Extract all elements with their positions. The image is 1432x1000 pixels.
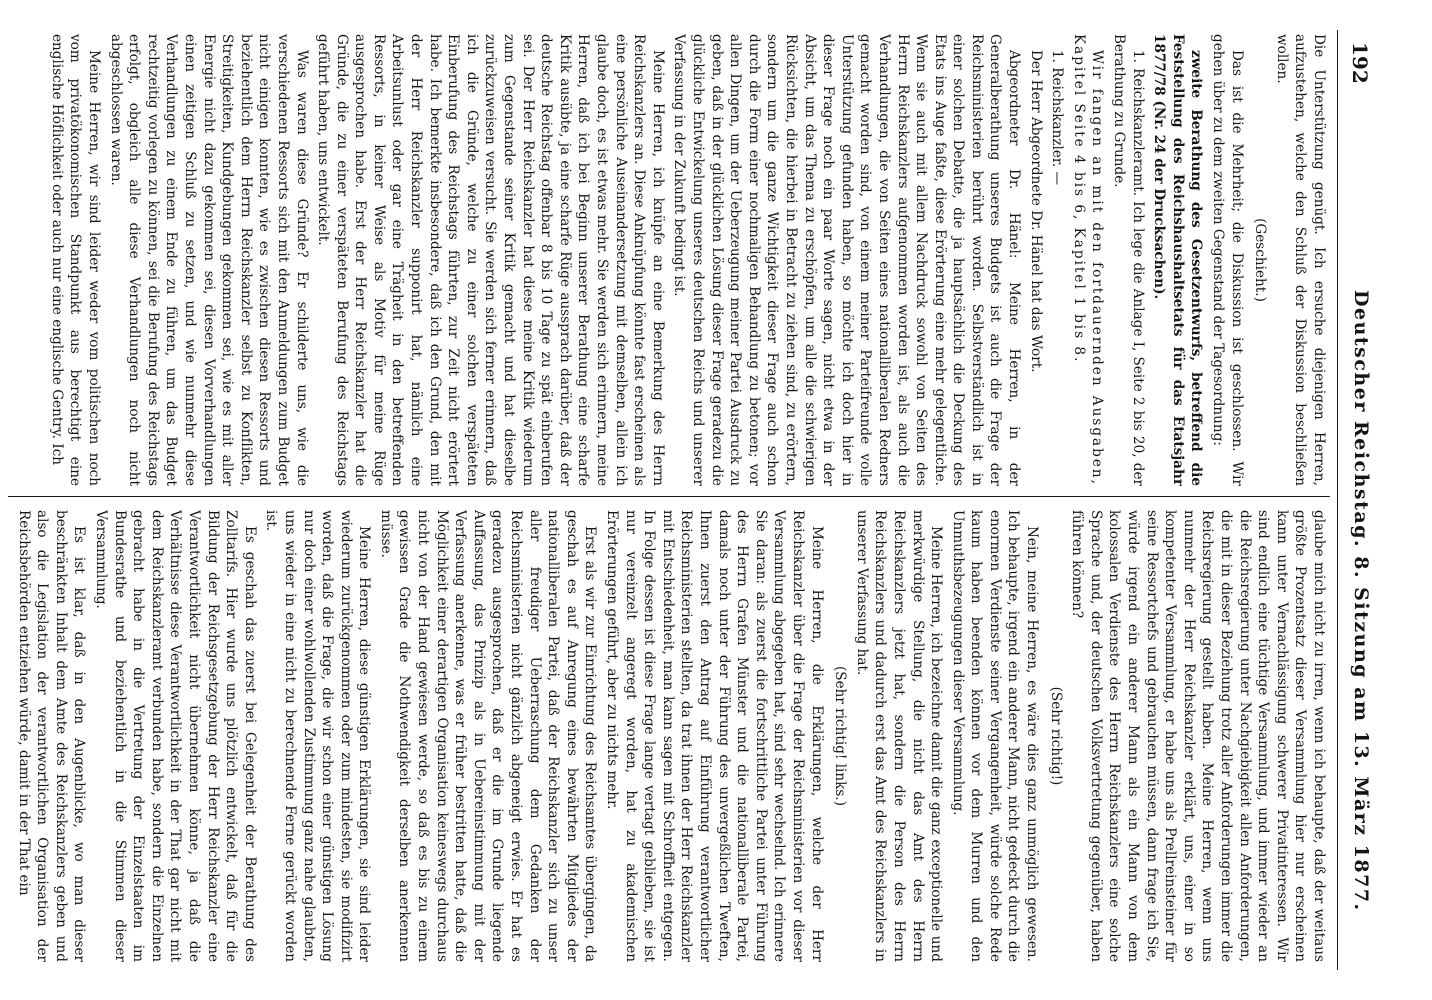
right-column — [8, 510, 1328, 962]
left-paragraph: 1. Reichskanzler. — — [1049, 50, 1066, 186]
left-paragraph: Wir fangen an mit den fortdauernden Ausgaben, Kapitel Seite 4 bis 6, Kapitel 1 bis 8. — [1070, 34, 1106, 486]
running-head: Deutscher Reichstag. 8. Sitzung am 13. März 1877. — [1350, 290, 1372, 912]
right-paragraph: (Sehr richtig! links.) — [832, 665, 849, 807]
left-paragraph: Der Herr Abgeordnete Dr. Hänel hat das Wort. — [1027, 50, 1044, 373]
left-paragraph: zweite Berathung des Gesetzentwurfs, betreffend die Feststellung des Reichshaushaltsetats für das Etatsjahr 1877/78 (Nr. 24 der Drucksachen). — [1151, 34, 1205, 486]
right-paragraph: Es ist klar, daß in den Augenblicke, wo man dieser beschränkten Inhalt dem Amte des Reichskanzlers geben und also die Legislation der verantwortlichen Organisation der Reichsbehörden entziehen würde, damit in der That ein — [15, 510, 88, 962]
left-paragraph: 1. Reichskanzleramt. Ich lege die Anlage I, Seite 2 bis 20, der Berathung zu Grunde. — [1111, 34, 1146, 486]
right-paragraph: Meine Herren, die Erklärungen, welche der Herr Reichskanzler über die Frage der Reichsministerien vor dieser Versammlung abgegeben hat, sind sehr wechselnd. Ich erinnere Sie daran: als zuerst die fortschrittliche Partei unter Führung des Herrn Grafen Münster und die nationalliberale Partei, damals noch unter der Führung des unvergeßlichen Tweften, Ihnen zuerst den Antrag auf Einführung verantwortlicher Reichsministerien stellten, da trat ihnen der Herr Reichskanzler mit Entschiedenheit, man kann sagen mit Schroffheit entgegen. In Folge dessen ist diese Frage lange vertagt geblieben, sie ist nur vereinzelt angeregt worden, hat zu akademischen Erörterungen geführt, aber zu nichts mehr. — [604, 510, 825, 962]
page-number: 192 — [1348, 42, 1372, 84]
left-paragraph: Die Unterstützung genügt. Ich ersuche diejenigen Herren, aufzustehen, welche den Schluß der Diskussion beschließen wollen. — [1273, 34, 1327, 486]
right-paragraph: (Sehr richtig!) — [1047, 686, 1064, 786]
left-paragraph: Meine Herren, ich knüpfe an eine Bemerkung des Herrn Reichskanzlers an. Diese Anknüpfung könnte fast erscheinen als eine persönliche Auseinandersetzung mit demselben, allein ich glaube doch, es ist etwas mehr. Sie werden sich erinnern, meine Herren, daß ich bei Beginn unserer Berathung eine scharfe Kritik ausübte, ja eine scharfe Rüge aussprach darüber, daß der deutsche Reichstag offenbar 8 bis 10 Tage zu spät einberufen sei. Der Herr Reichskanzler hat diese meine Kritik wiederum zum Gegenstande seiner Kritik gemacht und hat dieselbe zurückzuweisen versucht. Sie werden sich ferner erinnern, daß ich die Gründe, welche zu einer solchen verspäteten Einberufung des Reichstags führten, zur Zeit nicht erörtert habe. Ich bemerkte insbesondere, daß ich den Grund, den mit der Herr Reichskanzler supponirt hat, nämlich eine Arbeitsunlust oder gar eine Trägheit in den betreffenden Ressorts, in keiner Weise als Motiv für meine Rüge ausgesprochen habe. Erst der Herr Reichskanzler hat die Gründe, die zu einer verspäteten Berufung des Reichstags geführt haben, uns entwickelt. — [315, 34, 666, 486]
left-paragraph: Was waren diese Gründe? Er schilderte uns, wie die verschiedenen Ressorts sich mit den Anmeldungen zum Budget nicht einigen konnten, wie es zwischen diesen Ressorts und beziehentlich dem Herrn Reichskanzler selbst zu Konflikten, Streitigkeiten, Kundgebungen gekommen sei, wie es mit aller Energie nicht dazu gekommen sei, diesen Vorverhandlungen einen zeitigen Schluß zu setzen, und wie nunmehr diese Verhandlungen zu einem Ende zu führen, um das Budget rechtzeitig vorlegen zu können, sei die Berufung des Reichstags erfolgt, obgleich alle diese Verhandlungen noch nicht abgeschlossen waren. — [107, 34, 310, 486]
left-paragraph: Abgeordneter Dr. Hänel: Meine Herren, in der Generalberathung unseres Budgets ist auch die Frage der Reichsministerien berührt worden. Selbstverständlich ist in einer solchen Debatte, die ja hauptsächlich die Deckung des Etats ins Auge faßte, diese Erörterung eine mehr gelegentliche. Wenn sie auch mit allem Nachdruck sowohl von Seiten des Herrn Reichskanzlers aufgenommen worden ist, als auch die Verhandlungen, die von Seiten eines nationalliberalen Redners gemacht worden sind, von einem meiner Parteifreunde volle Unterstützung gefunden haben, so möchte ich doch hier in dieser Frage noch ein paar Worte sagen, nicht etwa in der Absicht, um das Thema zu erschöpfen, um alle die schwierigen Rücksichten, die hierbei in Betracht zu ziehen sind, zu erörtern, sondern um die ganze Wichtigkeit dieser Frage auch schon durch die Form einer nochmaligen Behandlung zu betonen; vor allen Dingen, um der Ueberzeugung meiner Partei Ausdruck zu geben, daß in der glücklichen Lösung dieser Frage geradezu die glückliche Entwickelung unseres deutschen Reichs und unserer Verfassung in der Zukunft bedingt ist. — [671, 34, 1023, 486]
left-paragraph: Meine Herren, wir sind leider weder vom politischen noch vom privatökonomischen Standpunkt aus berechtigt eine englische Höflichkeit oder auch nur eine englische Gentry. Ich — [48, 34, 102, 486]
right-paragraph: Meine Herren, ich bezeichne damit die ganz exceptionelle und merkwürdige Stellung, die nicht das Amt des Herrn Reichskanzlers jetzt hat, sondern die Person des Herrn Reichskanzlers und dadurch erst das Amt des Reichskanzlers in unserer Verfassung hat. — [853, 510, 945, 962]
right-paragraph: Erst als wir zur Einrichtung des Reichsamtes übergingen, da geschah es auf Anregung eines bewährten Mitgliedes der nationalliberalen Partei, daß der Reichskanzler sich zu unser aller freudiger Ueberraschung dem Gedanken der Reichsministerien nicht gänzlich abgeneigt erwies. Er hat es geradezu ausgesprochen, daß er die im Grunde liegende Auffassung, das Prinzip als in Uebereinstimmung mit der Verfassung anerkenne, was er früher bestritten hatte, daß die Möglichkeit einer derartigen Organisation keineswegs durchaus nicht von der Hand gewiesen werde, so daß es bis zu einem gewissen Grade die Nothwendigkeit derselben anerkennen müsse. — [377, 510, 599, 962]
right-paragraph: Es geschah das zuerst bei Gelegenheit der Berathung des Zolltarifs. Hier wurde uns plötzlich entwickelt, daß für die Bildung der Reichsgesetzgebung der Herr Reichskanzler eine Verantwortlichkeit nicht übernehmen könne, ja daß die Verhältnisse diese Verantwortlichkeit in der That gar nicht mit dem Reichskanzleramt verbunden habe, sondern die Einzelnen gebracht habe in die Vertretung der Einzelstaaten im Bundesrathe und beziehentlich in die Stimmen dieser Versammlung. — [93, 510, 258, 962]
right-paragraph: Meine Herren, diese günstigen Erklärungen, sie sind leider wiederum zurückgenommen oder zum mindesten, sie modifizirt worden, daß die Frage, die wir schon einer günstigen Lösung nur doch einer wohlwollenden Zustimmung ganz nahe glaubten, uns wieder in eine nicht zu berechnende Ferne gerückt worden ist. — [263, 510, 373, 962]
left-paragraph: Das ist die Mehrheit; die Diskussion ist geschlossen. Wir gehen über zu dem zweiten Gegenstand der Tagesordnung: — [1210, 34, 1245, 486]
right-paragraph: Nein, meine Herren, es wäre dies ganz unmöglich gewesen. Ich behaupte, irgend ein anderer Mann, nicht gedeckt durch die enormen Verdienste seiner Vergangenheit, würde solche Rede kaum haben beenden können vor dem Murren und den Unmuthsbezeugungen dieser Versammlung. — [949, 510, 1041, 962]
left-column — [8, 34, 1328, 486]
page-header — [1337, 30, 1378, 970]
left-paragraph: (Geschieht.) — [1252, 218, 1269, 302]
right-paragraph: glaube mich nicht zu irren, wenn ich behaupte, daß der weitaus größte Prozentsatz dieser Versammlung hier nur erscheinen kann unter Vernachlässigung schwerer Privatinteressen. Wir sind endlich eine tüchtige Versammlung, und immer wieder an die Reichsregierung unter Nachgiebigkeit allen Anforderungen, die mit in dieser Beziehung trotz aller Anforderungen immer die Reichsregierung gestellt haben. Meine Herren, wenn uns nunmehr der Herr Reichskanzler erklärt, uns, einer in so kompetenter Versammlung, er habe uns als Prellreinsteiner für seine Ressortchefs und gebrauchen müssen, dann frage ich Sie, würde irgend ein anderer Mann als ein Mann von dem kolossalen Verdienste des Herrn Reichskanzlers eine solche Sprache und, der deutschen Volksvertretung gegenüber, haben führen können? — [1069, 510, 1327, 962]
column-divider — [8, 496, 1330, 497]
